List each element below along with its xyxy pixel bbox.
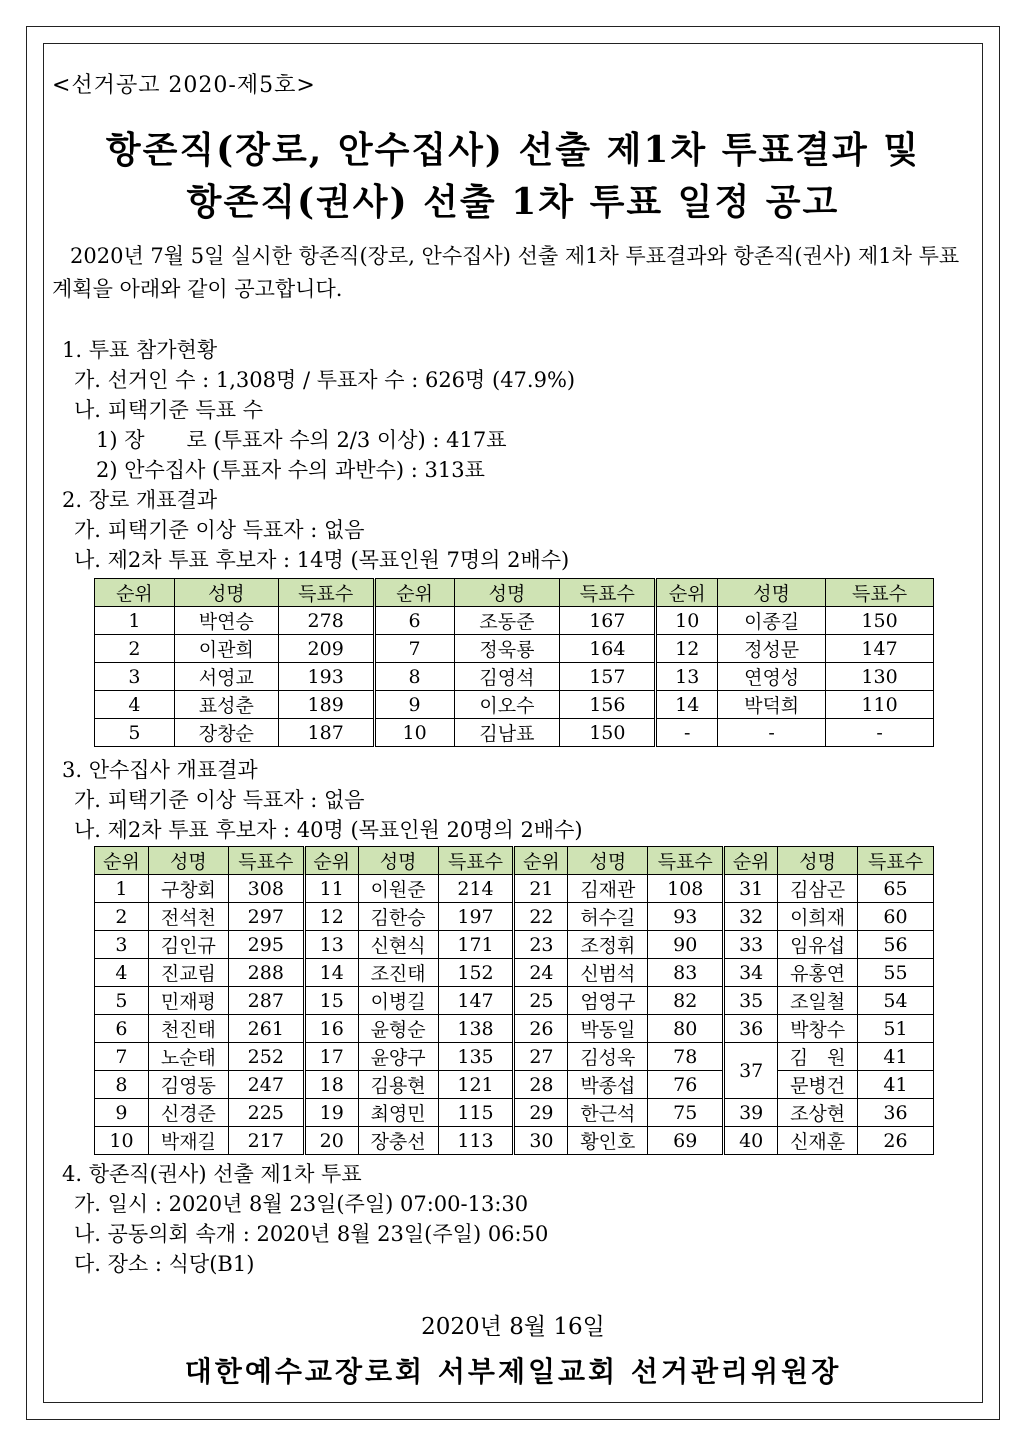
table-cell: 35 <box>724 987 778 1015</box>
table-cell: 10 <box>95 1127 149 1155</box>
table-header-cell: 득표수 <box>228 847 304 875</box>
table-row <box>95 719 934 747</box>
section1-threshold-heading: 나. 피택기준 득표 수 <box>74 398 263 422</box>
section1-elder-threshold: 1) 장 로 (투표자 수의 2/3 이상) : 417표 <box>96 428 507 452</box>
table-cell: 서영교 <box>174 663 278 691</box>
table-cell: 신경준 <box>148 1099 228 1127</box>
table-cell: 287 <box>228 987 304 1015</box>
table-cell: 장충선 <box>358 1127 438 1155</box>
table-cell: 130 <box>826 663 934 691</box>
table-cell: 한근석 <box>568 1099 648 1127</box>
table-cell: 임유섭 <box>778 931 858 959</box>
table-cell: 20 <box>304 1127 358 1155</box>
table-cell: 39 <box>724 1099 778 1127</box>
table-cell: 조진태 <box>358 959 438 987</box>
table-cell: 193 <box>278 663 374 691</box>
table-cell: 장창순 <box>174 719 278 747</box>
table-row <box>95 1015 934 1043</box>
table-cell: 13 <box>656 663 718 691</box>
table-cell: 23 <box>514 931 568 959</box>
table-header-cell: 성명 <box>568 847 648 875</box>
table-cell: 1 <box>95 875 149 903</box>
table-row <box>95 959 934 987</box>
table-cell: 엄영구 <box>568 987 648 1015</box>
table-header-cell: 득표수 <box>648 847 724 875</box>
table-cell: 34 <box>724 959 778 987</box>
table-cell: 13 <box>304 931 358 959</box>
table-row <box>95 1043 934 1071</box>
table-cell: 115 <box>438 1099 514 1127</box>
table-cell: 295 <box>228 931 304 959</box>
table-cell: 8 <box>95 1071 149 1099</box>
table-header-cell: 순위 <box>514 847 568 875</box>
section3-candidates: 나. 제2차 투표 후보자 : 40명 (목표인원 20명의 2배수) <box>74 818 583 842</box>
table-cell: 신범석 <box>568 959 648 987</box>
table-cell: 최영민 <box>358 1099 438 1127</box>
table-cell: 147 <box>438 987 514 1015</box>
table-cell: 신재훈 <box>778 1127 858 1155</box>
table-cell: 56 <box>858 931 934 959</box>
table-header-cell: 득표수 <box>560 579 656 607</box>
table-cell: 78 <box>648 1043 724 1071</box>
table-row <box>95 987 934 1015</box>
table-cell: 26 <box>858 1127 934 1155</box>
table-header-cell: 득표수 <box>826 579 934 607</box>
table-cell: 조정휘 <box>568 931 648 959</box>
table-cell: 이종길 <box>718 607 826 635</box>
table-cell: 187 <box>278 719 374 747</box>
table-cell: 171 <box>438 931 514 959</box>
section2-heading: 2. 장로 개표결과 <box>62 488 218 512</box>
table-cell: 197 <box>438 903 514 931</box>
table-cell: 308 <box>228 875 304 903</box>
section4-assembly: 나. 공동의회 속개 : 2020년 8월 23일(주일) 06:50 <box>74 1222 549 1246</box>
table-cell: 278 <box>278 607 374 635</box>
table-row <box>95 875 934 903</box>
signature: 대한예수교장로회 서부제일교회 선거관리위원장 <box>184 1355 842 1388</box>
table-cell: 김한승 <box>358 903 438 931</box>
table-cell: 80 <box>648 1015 724 1043</box>
table-cell: 150 <box>826 607 934 635</box>
table-cell: 24 <box>514 959 568 987</box>
section1-deacon-threshold: 2) 안수집사 (투표자 수의 과반수) : 313표 <box>96 458 485 482</box>
table-cell: 14 <box>304 959 358 987</box>
table-cell: 11 <box>304 875 358 903</box>
table-cell: 37 <box>724 1043 778 1099</box>
table-header-cell: 득표수 <box>858 847 934 875</box>
table-cell: 83 <box>648 959 724 987</box>
table-cell: 17 <box>304 1043 358 1071</box>
table-cell: 16 <box>304 1015 358 1043</box>
table-cell: 147 <box>826 635 934 663</box>
table-row <box>95 1071 934 1099</box>
table-cell: 4 <box>95 691 175 719</box>
table-cell: 김영동 <box>148 1071 228 1099</box>
table-cell: 22 <box>514 903 568 931</box>
table-cell: 9 <box>374 691 454 719</box>
table-cell: 4 <box>95 959 149 987</box>
table-cell: 이오수 <box>454 691 560 719</box>
table-cell: 12 <box>304 903 358 931</box>
notice-number: <선거공고 2020-제5호> <box>52 73 316 98</box>
table-cell: 1 <box>95 607 175 635</box>
table-header-cell: 득표수 <box>278 579 374 607</box>
table-cell: 152 <box>438 959 514 987</box>
table-cell: 2 <box>95 635 175 663</box>
table-cell: 164 <box>560 635 656 663</box>
table-header-cell: 순위 <box>656 579 718 607</box>
table-cell: 36 <box>724 1015 778 1043</box>
table-cell: 천진태 <box>148 1015 228 1043</box>
table-cell: 60 <box>858 903 934 931</box>
table-cell: 65 <box>858 875 934 903</box>
section3-elected: 가. 피택기준 이상 득표자 : 없음 <box>74 788 365 812</box>
table-cell: 252 <box>228 1043 304 1071</box>
table-cell: 138 <box>438 1015 514 1043</box>
table-cell: 박동일 <box>568 1015 648 1043</box>
table-cell: - <box>718 719 826 747</box>
table-cell: 90 <box>648 931 724 959</box>
table-cell: 113 <box>438 1127 514 1155</box>
table-cell: 박종섭 <box>568 1071 648 1099</box>
table-cell: 정성문 <box>718 635 826 663</box>
table-cell: 156 <box>560 691 656 719</box>
table-cell: 조일철 <box>778 987 858 1015</box>
table-cell: 69 <box>648 1127 724 1155</box>
table-cell: 8 <box>374 663 454 691</box>
table-cell: 40 <box>724 1127 778 1155</box>
section1-heading: 1. 투표 참가현황 <box>62 338 218 362</box>
table-cell: 김재관 <box>568 875 648 903</box>
table-cell: 75 <box>648 1099 724 1127</box>
table-cell: 10 <box>656 607 718 635</box>
table-cell: 이희재 <box>778 903 858 931</box>
table-cell: 55 <box>858 959 934 987</box>
table-cell: 문병건 <box>778 1071 858 1099</box>
table-header-cell: 순위 <box>304 847 358 875</box>
table-cell: - <box>826 719 934 747</box>
table-header-cell: 성명 <box>718 579 826 607</box>
section2-candidates: 나. 제2차 투표 후보자 : 14명 (목표인원 7명의 2배수) <box>74 548 570 572</box>
table-cell: 18 <box>304 1071 358 1099</box>
table-cell: 6 <box>95 1015 149 1043</box>
table-cell: 김인규 <box>148 931 228 959</box>
table-cell: 5 <box>95 987 149 1015</box>
table-cell: 김용현 <box>358 1071 438 1099</box>
section3-heading: 3. 안수집사 개표결과 <box>62 758 258 782</box>
table-cell: 7 <box>374 635 454 663</box>
table-cell: 전석천 <box>148 903 228 931</box>
table-cell: 유홍연 <box>778 959 858 987</box>
table-cell: 6 <box>374 607 454 635</box>
table-cell: 26 <box>514 1015 568 1043</box>
table-row <box>95 607 934 635</box>
table-cell: 연영성 <box>718 663 826 691</box>
table-cell: 12 <box>656 635 718 663</box>
section4-heading: 4. 항존직(권사) 선출 제1차 투표 <box>62 1162 362 1186</box>
table-cell: 14 <box>656 691 718 719</box>
table-cell: 157 <box>560 663 656 691</box>
table-row <box>95 931 934 959</box>
table-cell: 214 <box>438 875 514 903</box>
table-cell: 이관희 <box>174 635 278 663</box>
table-cell: 15 <box>304 987 358 1015</box>
table-cell: 19 <box>304 1099 358 1127</box>
table-cell: 76 <box>648 1071 724 1099</box>
table-cell: 박덕희 <box>718 691 826 719</box>
table-cell: 조상현 <box>778 1099 858 1127</box>
table-cell: 36 <box>858 1099 934 1127</box>
table-cell: 41 <box>858 1043 934 1071</box>
table-cell: 3 <box>95 663 175 691</box>
table-cell: 167 <box>560 607 656 635</box>
table-cell: 김성욱 <box>568 1043 648 1071</box>
table-header-cell: 순위 <box>95 579 175 607</box>
table-cell: 28 <box>514 1071 568 1099</box>
table-cell: 허수길 <box>568 903 648 931</box>
table-cell: 3 <box>95 931 149 959</box>
title-line-2: 항존직(권사) 선출 1차 투표 일정 공고 <box>186 181 840 223</box>
table-cell: 21 <box>514 875 568 903</box>
table-header-cell: 성명 <box>454 579 560 607</box>
table-cell: 33 <box>724 931 778 959</box>
table-cell: 93 <box>648 903 724 931</box>
table-cell: 135 <box>438 1043 514 1071</box>
table-cell: 조동준 <box>454 607 560 635</box>
table-header-cell: 성명 <box>148 847 228 875</box>
table-cell: 30 <box>514 1127 568 1155</box>
table-cell: 261 <box>228 1015 304 1043</box>
table-cell: 32 <box>724 903 778 931</box>
table-cell: 노순태 <box>148 1043 228 1071</box>
table-row <box>95 691 934 719</box>
table-cell: 189 <box>278 691 374 719</box>
intro-paragraph: 2020년 7월 5일 실시한 항존직(장로, 안수집사) 선출 제1차 투표결과와 항존직(권사) 제1차 투표 계획을 아래와 같이 공고합니다. <box>52 244 960 301</box>
table-cell: 297 <box>228 903 304 931</box>
section4-location: 다. 장소 : 식당(B1) <box>74 1252 255 1276</box>
table-cell: 7 <box>95 1043 149 1071</box>
table-cell: 82 <box>648 987 724 1015</box>
elder-results-table <box>94 578 934 747</box>
table-cell: 209 <box>278 635 374 663</box>
table-cell: 진교림 <box>148 959 228 987</box>
table-cell: 박연승 <box>174 607 278 635</box>
table-cell: 이원준 <box>358 875 438 903</box>
table-header-cell: 성명 <box>174 579 278 607</box>
table-cell: 김삼곤 <box>778 875 858 903</box>
table-cell: - <box>656 719 718 747</box>
table-cell: 31 <box>724 875 778 903</box>
table-cell: 구창회 <box>148 875 228 903</box>
table-row <box>95 903 934 931</box>
table-cell: 51 <box>858 1015 934 1043</box>
section1-voters: 가. 선거인 수 : 1,308명 / 투표자 수 : 626명 (47.9%) <box>74 368 576 392</box>
table-cell: 217 <box>228 1127 304 1155</box>
table-cell: 10 <box>374 719 454 747</box>
table-cell: 108 <box>648 875 724 903</box>
notice-date: 2020년 8월 16일 <box>421 1314 605 1340</box>
table-cell: 121 <box>438 1071 514 1099</box>
table-header-cell: 득표수 <box>438 847 514 875</box>
table-cell: 박재길 <box>148 1127 228 1155</box>
deacon-results-table <box>94 846 934 1155</box>
table-cell: 9 <box>95 1099 149 1127</box>
table-header-cell: 순위 <box>374 579 454 607</box>
table-cell: 박창수 <box>778 1015 858 1043</box>
table-cell: 김영석 <box>454 663 560 691</box>
table-row <box>95 635 934 663</box>
table-cell: 표성춘 <box>174 691 278 719</box>
table-cell: 신현식 <box>358 931 438 959</box>
table-cell: 247 <box>228 1071 304 1099</box>
table-cell: 이병길 <box>358 987 438 1015</box>
table-header-cell: 순위 <box>95 847 149 875</box>
table-cell: 황인호 <box>568 1127 648 1155</box>
table-cell: 54 <box>858 987 934 1015</box>
table-row <box>95 1127 934 1155</box>
table-header-cell: 성명 <box>358 847 438 875</box>
table-cell: 29 <box>514 1099 568 1127</box>
table-header-cell: 순위 <box>724 847 778 875</box>
table-cell: 정욱룡 <box>454 635 560 663</box>
table-cell: 27 <box>514 1043 568 1071</box>
table-cell: 윤양구 <box>358 1043 438 1071</box>
table-cell: 110 <box>826 691 934 719</box>
table-cell: 150 <box>560 719 656 747</box>
table-cell: 민재평 <box>148 987 228 1015</box>
table-cell: 41 <box>858 1071 934 1099</box>
table-cell: 2 <box>95 903 149 931</box>
table-cell: 윤형순 <box>358 1015 438 1043</box>
table-row <box>95 1099 934 1127</box>
table-cell: 5 <box>95 719 175 747</box>
table-header-cell: 성명 <box>778 847 858 875</box>
table-cell: 25 <box>514 987 568 1015</box>
table-row <box>95 663 934 691</box>
title-line-1: 항존직(장로, 안수집사) 선출 제1차 투표결과 및 <box>105 129 921 171</box>
section4-schedule: 가. 일시 : 2020년 8월 23일(주일) 07:00-13:30 <box>74 1192 529 1216</box>
table-cell: 288 <box>228 959 304 987</box>
section2-elected: 가. 피택기준 이상 득표자 : 없음 <box>74 518 365 542</box>
table-cell: 김 원 <box>778 1043 858 1071</box>
table-cell: 김남표 <box>454 719 560 747</box>
table-cell: 225 <box>228 1099 304 1127</box>
